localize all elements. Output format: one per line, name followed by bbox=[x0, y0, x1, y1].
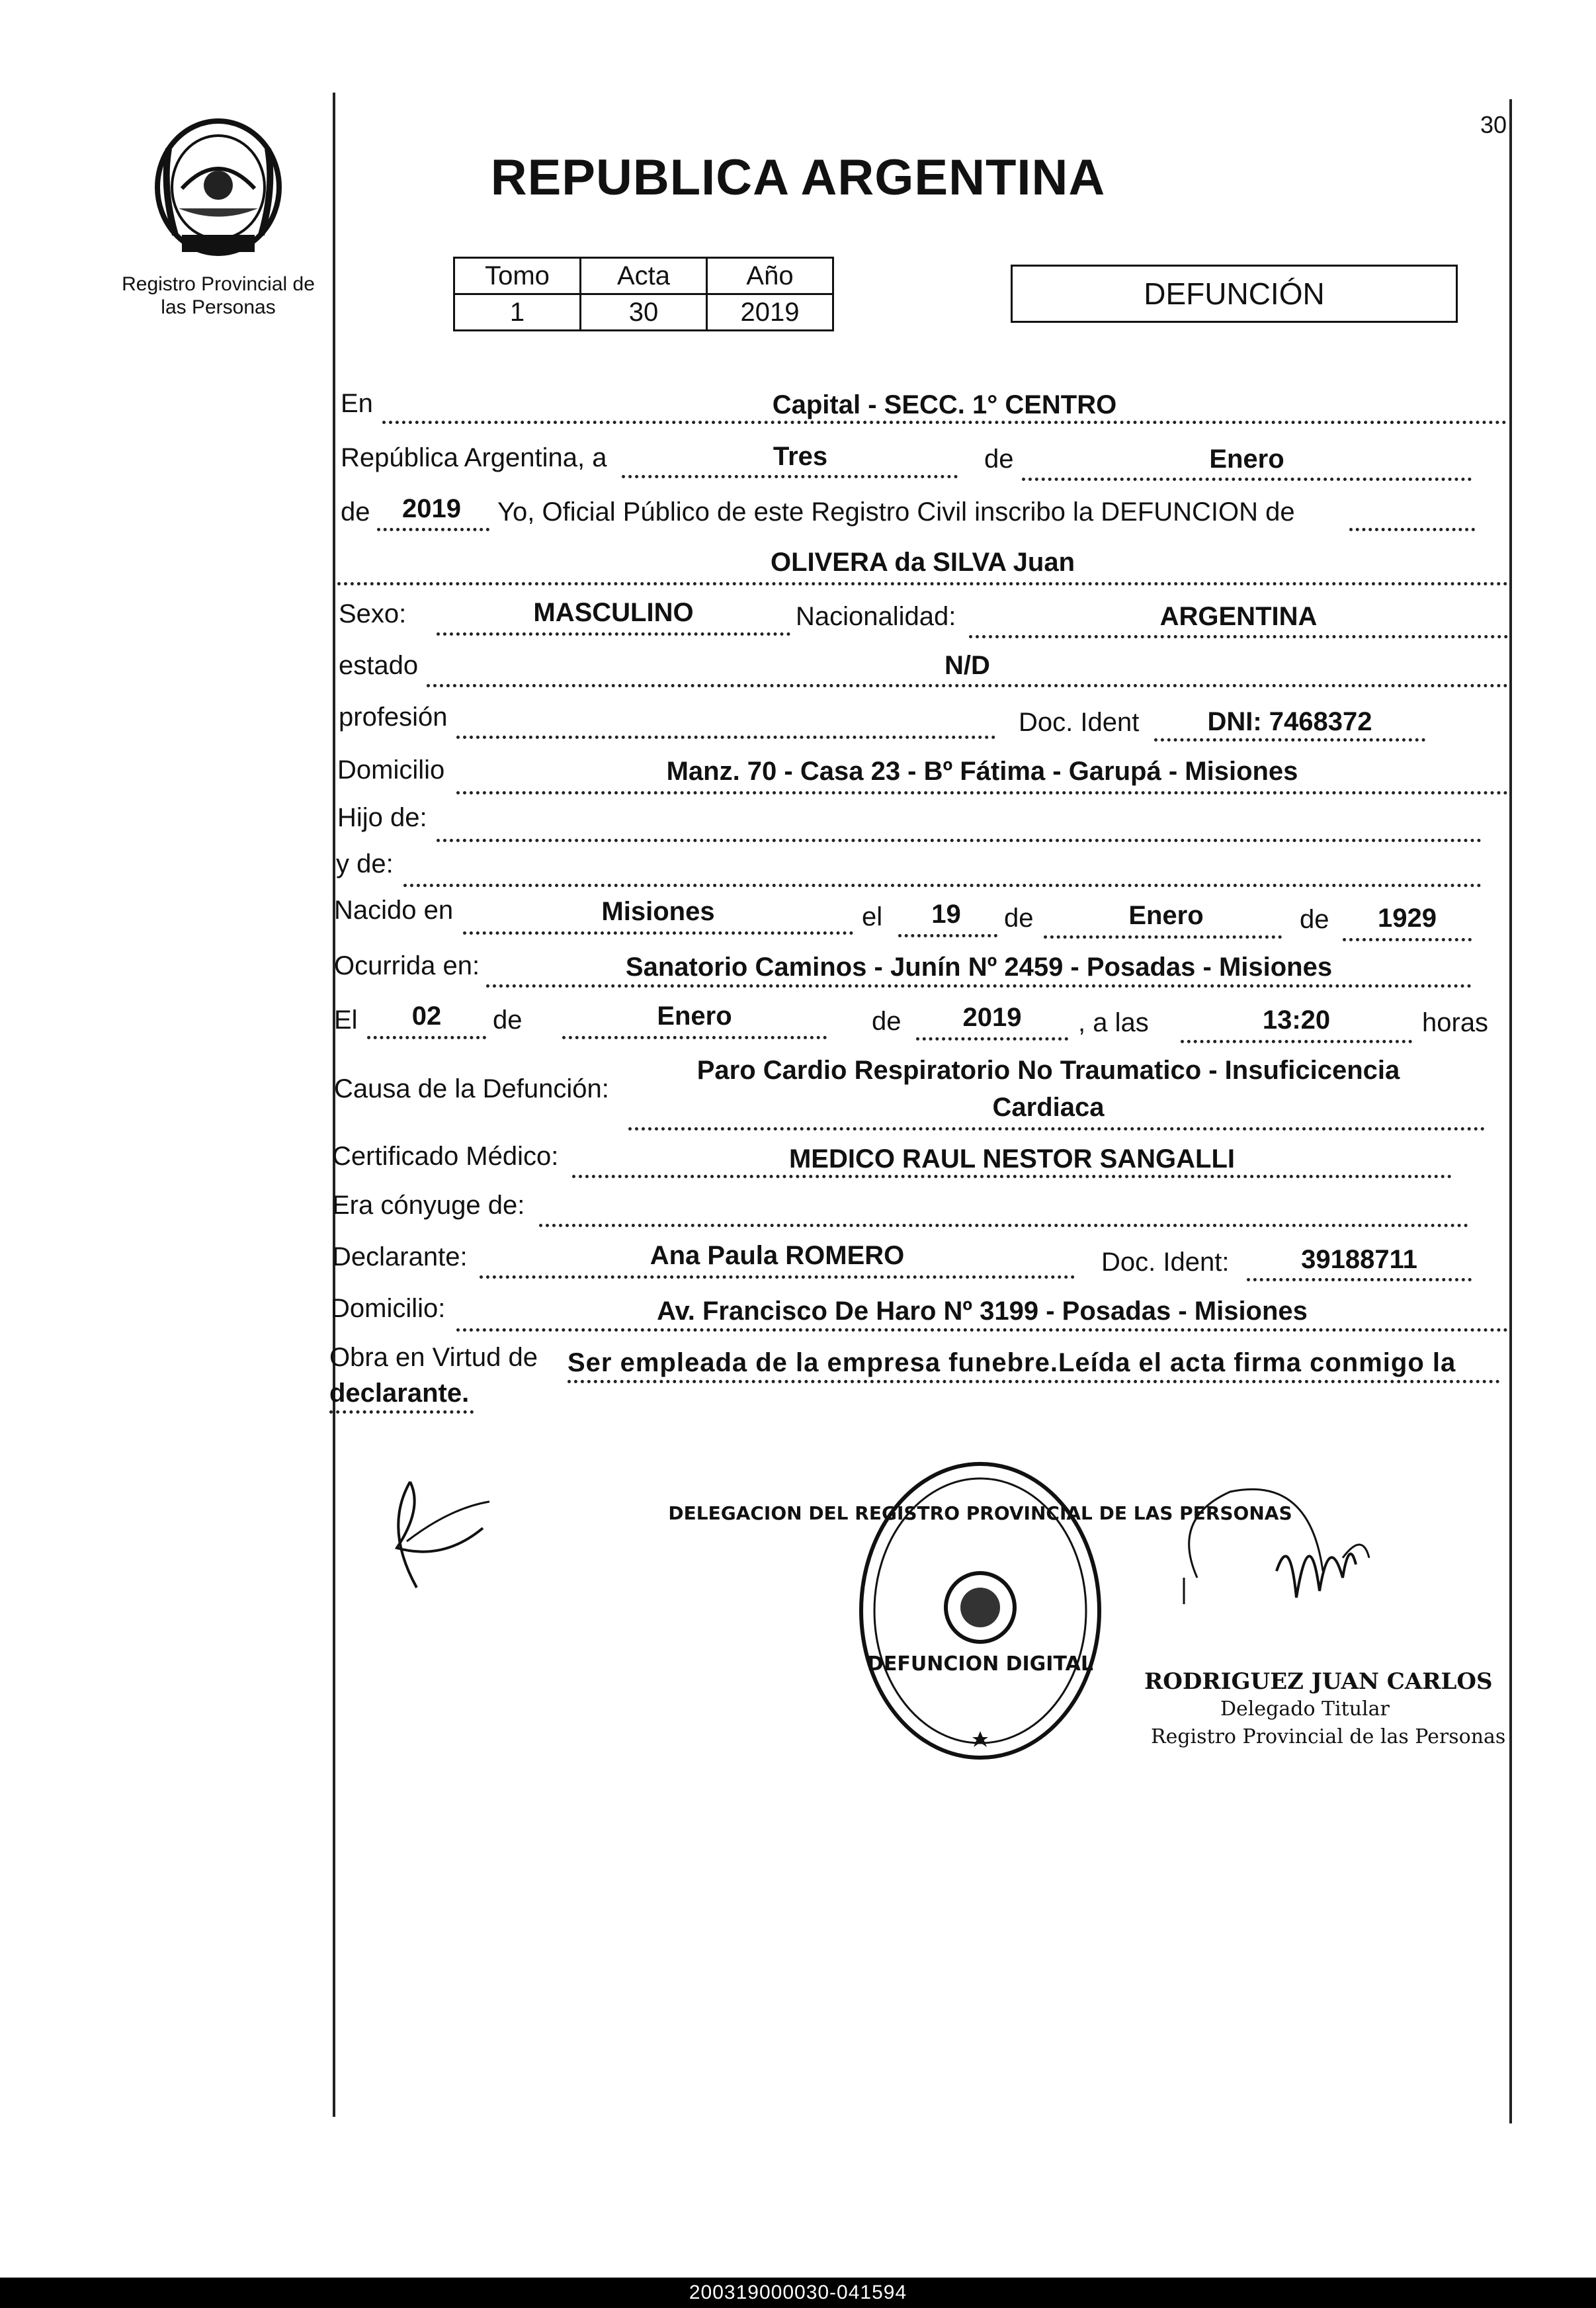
official-name: RODRIGUEZ JUAN CARLOS bbox=[1144, 1668, 1493, 1695]
label-de-anio: de bbox=[341, 497, 370, 527]
dotted-line bbox=[567, 1380, 1500, 1383]
dotted-line bbox=[382, 421, 1507, 424]
dotted-line bbox=[367, 1036, 486, 1039]
label-domicilio: Domicilio bbox=[337, 755, 445, 785]
label-de-nac: de bbox=[1004, 904, 1034, 933]
value-estado: N/D bbox=[945, 651, 990, 680]
value-mes: Enero bbox=[1209, 445, 1284, 474]
label-inscribo: Yo, Oficial Público de este Registro Civil inscribo la DEFUNCION de bbox=[497, 497, 1295, 527]
value-nac-anio: 1929 bbox=[1378, 904, 1437, 933]
value-dia: Tres bbox=[773, 442, 828, 471]
dotted-line bbox=[337, 582, 1508, 585]
label-causa: Causa de la Defunción: bbox=[334, 1074, 609, 1103]
dotted-line bbox=[329, 1410, 474, 1414]
value-nacido-en: Misiones bbox=[601, 897, 715, 926]
value-anio: 2019 bbox=[707, 294, 833, 331]
left-margin-line bbox=[333, 93, 335, 2117]
value-doc: DNI: 7468372 bbox=[1207, 707, 1372, 736]
label-domicilio-declarante: Domicilio: bbox=[331, 1294, 446, 1323]
value-anio: 2019 bbox=[402, 494, 461, 523]
label-y-de: y de: bbox=[336, 849, 394, 878]
dotted-line bbox=[539, 1224, 1468, 1227]
label-horas: horas bbox=[1422, 1008, 1489, 1037]
dotted-line bbox=[628, 1127, 1485, 1131]
label-hijo-de: Hijo de: bbox=[337, 803, 427, 832]
official-title: Delegado Titular bbox=[1220, 1697, 1390, 1721]
label-a-las: , a las bbox=[1078, 1008, 1149, 1037]
label-profesion: profesión bbox=[339, 703, 448, 732]
label-ocurrida-en: Ocurrida en: bbox=[334, 951, 480, 980]
label-el: el bbox=[862, 902, 883, 931]
label-doc-ident-declarante: Doc. Ident: bbox=[1101, 1248, 1230, 1277]
dotted-line bbox=[463, 931, 853, 935]
dotted-line bbox=[480, 1275, 1075, 1279]
value-def-dia: 02 bbox=[411, 1002, 442, 1031]
dotted-line bbox=[1343, 938, 1472, 941]
dotted-line bbox=[622, 475, 958, 478]
value-tomo: 1 bbox=[454, 294, 581, 331]
record-table bbox=[453, 257, 834, 331]
value-def-anio: 2019 bbox=[962, 1003, 1022, 1032]
value-nombre: OLIVERA da SILVA Juan bbox=[770, 548, 1075, 577]
header-tomo: Tomo bbox=[454, 258, 581, 294]
record-type-box: DEFUNCIÓN bbox=[1011, 265, 1458, 323]
value-sexo: MASCULINO bbox=[533, 598, 694, 627]
label-de-def: de bbox=[493, 1005, 523, 1035]
value-obra-2: declarante. bbox=[329, 1379, 470, 1408]
value-lugar: Capital - SECC. 1° CENTRO bbox=[772, 390, 1117, 419]
page-number: 30 bbox=[1480, 111, 1507, 138]
value-causa-1: Paro Cardio Respiratorio No Traumatico - Insuficicencia bbox=[696, 1056, 1400, 1085]
label-obra-en-virtud: Obra en Virtud de bbox=[329, 1343, 538, 1372]
right-margin-line bbox=[1509, 99, 1512, 2123]
header-acta: Acta bbox=[581, 258, 707, 294]
value-declarante: Ana Paula ROMERO bbox=[650, 1241, 905, 1270]
dotted-line bbox=[969, 635, 1508, 638]
dotted-line bbox=[427, 684, 1508, 687]
dotted-line bbox=[1181, 1040, 1412, 1043]
label-doc-ident: Doc. Ident bbox=[1019, 708, 1140, 737]
dotted-line bbox=[403, 884, 1482, 887]
label-republica: República Argentina, a bbox=[341, 443, 607, 472]
value-def-hora: 13:20 bbox=[1262, 1005, 1331, 1035]
dotted-line bbox=[898, 934, 997, 937]
dotted-line bbox=[456, 736, 995, 739]
label-estado: estado bbox=[339, 651, 419, 680]
label-de: de bbox=[984, 445, 1014, 474]
label-de-def-anio: de bbox=[872, 1007, 902, 1036]
label-nacido-en: Nacido en bbox=[334, 896, 454, 925]
dotted-line bbox=[437, 839, 1482, 842]
dotted-line bbox=[1154, 738, 1425, 742]
official-signature bbox=[1151, 1478, 1455, 1650]
value-nac-mes: Enero bbox=[1128, 901, 1204, 930]
label-de-nac-anio: de bbox=[1300, 905, 1329, 934]
value-def-mes: Enero bbox=[657, 1002, 732, 1031]
value-obra-1: Ser empleada de la empresa funebre.Leída el acta firma conmigo la bbox=[567, 1348, 1456, 1377]
registry-stamp bbox=[668, 1459, 1292, 1763]
label-en: En bbox=[341, 389, 373, 418]
value-declarante-doc: 39188711 bbox=[1301, 1245, 1417, 1274]
label-nacionalidad: Nacionalidad: bbox=[796, 602, 956, 631]
label-conyuge: Era cónyuge de: bbox=[332, 1191, 525, 1220]
dotted-line bbox=[437, 632, 790, 636]
value-certificado: MEDICO RAUL NESTOR SANGALLI bbox=[788, 1144, 1236, 1174]
dotted-line bbox=[456, 1328, 1508, 1332]
stamp-text: DELEGACION DEL REGISTRO PROVINCIAL DE LAS PERSONAS bbox=[668, 1502, 1292, 1524]
label-certificado: Certificado Médico: bbox=[332, 1142, 559, 1171]
value-nacionalidad: ARGENTINA bbox=[1159, 602, 1318, 631]
dotted-line bbox=[456, 791, 1508, 794]
header-anio: Año bbox=[707, 258, 833, 294]
dotted-line bbox=[486, 984, 1472, 988]
dotted-line bbox=[572, 1175, 1452, 1178]
value-ocurrida-en: Sanatorio Caminos - Junín Nº 2459 - Posadas - Misiones bbox=[625, 953, 1333, 982]
dotted-line bbox=[377, 528, 489, 531]
value-domicilio: Manz. 70 - Casa 23 - Bº Fátima - Garupá - Misiones bbox=[666, 757, 1298, 786]
label-sexo: Sexo: bbox=[339, 599, 407, 628]
stamp-inner-text: DEFUNCION DIGITAL bbox=[867, 1652, 1093, 1676]
dotted-line bbox=[1349, 528, 1475, 531]
dotted-line bbox=[1022, 478, 1472, 481]
official-registry: Registro Provincial de las Personas bbox=[1151, 1725, 1506, 1748]
declarant-signature bbox=[370, 1469, 503, 1601]
value-causa-2: Cardiaca bbox=[992, 1093, 1105, 1122]
registry-label: Registro Provincial de las Personas bbox=[122, 273, 315, 318]
value-nac-dia: 19 bbox=[931, 900, 961, 929]
label-declarante: Declarante: bbox=[332, 1242, 468, 1271]
dotted-line bbox=[562, 1036, 827, 1039]
value-declarante-domicilio: Av. Francisco De Haro Nº 3199 - Posadas - Misiones bbox=[657, 1297, 1308, 1326]
dotted-line bbox=[916, 1037, 1068, 1041]
page-title: REPUBLICA ARGENTINA bbox=[490, 150, 1106, 206]
value-acta: 30 bbox=[581, 294, 707, 331]
dotted-line bbox=[1247, 1278, 1472, 1281]
dotted-line bbox=[1044, 935, 1282, 939]
label-el-cap: El bbox=[334, 1005, 358, 1035]
footer-barcode-text: 200319000030-041594 bbox=[0, 2278, 1596, 2308]
